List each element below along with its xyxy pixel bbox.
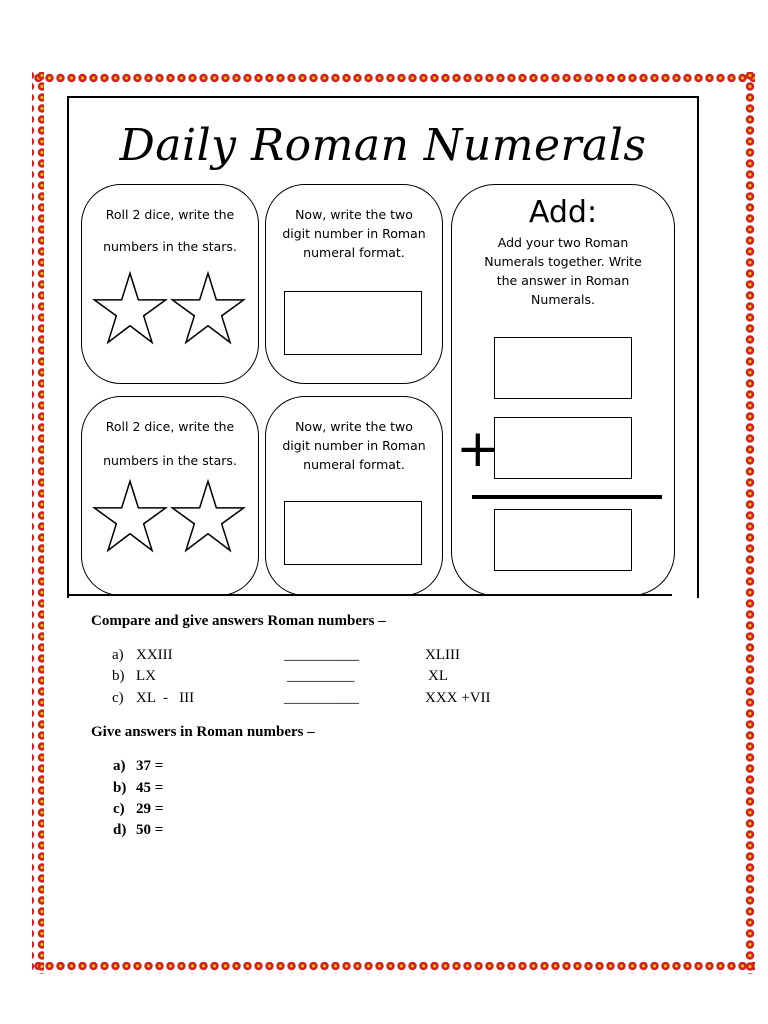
- compare-right-a: XLIII: [425, 647, 460, 663]
- add-instruction-line-4: Numerals.: [531, 292, 595, 307]
- answer-box: [284, 291, 422, 355]
- write-roman-line-3: numeral format.: [303, 457, 405, 472]
- write-roman-line-1: Now, write the two: [295, 419, 413, 434]
- worksheet-title: Daily Roman Numerals: [119, 120, 647, 171]
- write-roman-card-2: [265, 396, 443, 596]
- answer-text-a: 37 =: [136, 758, 164, 774]
- addend-box-2: [494, 417, 632, 479]
- compare-marker-c: c): [112, 690, 124, 706]
- star-icon: [92, 271, 168, 347]
- write-roman-line-3: numeral format.: [303, 245, 405, 260]
- compare-blank-b: _________: [287, 668, 355, 684]
- answer-marker-a: a): [113, 758, 126, 774]
- compare-marker-b: b): [112, 668, 125, 684]
- star-icon: [170, 271, 246, 347]
- compare-left-b: LX: [136, 668, 156, 684]
- add-instruction-line-1: Add your two Roman: [497, 235, 629, 250]
- write-roman-card-1: [265, 184, 443, 384]
- compare-right-b: XL: [428, 668, 448, 684]
- worksheet-panel: [67, 96, 699, 598]
- addend-box-1: [494, 337, 632, 399]
- compare-blank-c: __________: [284, 690, 359, 706]
- compare-blank-a: __________: [284, 647, 359, 663]
- roll-dice-card-2: [81, 396, 259, 596]
- answer-marker-d: d): [113, 822, 127, 838]
- worksheet-bottom-rule: [67, 594, 672, 596]
- write-roman-line-2: digit number in Roman: [282, 438, 426, 453]
- answer-text-b: 45 =: [136, 780, 164, 796]
- roll-dice-card-1: [81, 184, 259, 384]
- answer-text-c: 29 =: [136, 801, 164, 817]
- roll-dice-line-2: numbers in the stars.: [103, 453, 237, 468]
- write-roman-line-2: digit number in Roman: [282, 226, 426, 241]
- compare-heading: Compare and give answers Roman numbers –: [91, 613, 386, 629]
- answers-heading: Give answers in Roman numbers –: [91, 724, 315, 740]
- compare-right-c: XXX +VII: [425, 690, 491, 706]
- roll-dice-line-1: Roll 2 dice, write the: [105, 207, 235, 222]
- add-instruction-line-2: Numerals together. Write: [484, 254, 642, 269]
- add-heading: Add:: [528, 195, 598, 230]
- add-card: [451, 184, 675, 596]
- answer-marker-b: b): [113, 780, 127, 796]
- compare-left-c: XL - III: [136, 690, 195, 706]
- answer-box: [284, 501, 422, 565]
- compare-marker-a: a): [112, 647, 124, 663]
- star-icon: [170, 479, 246, 555]
- sum-box: [494, 509, 632, 571]
- write-roman-line-1: Now, write the two: [295, 207, 413, 222]
- add-instruction-line-3: the answer in Roman: [496, 273, 630, 288]
- star-icon: [92, 479, 168, 555]
- roll-dice-line-2: numbers in the stars.: [103, 239, 237, 254]
- roll-dice-line-1: Roll 2 dice, write the: [105, 419, 235, 434]
- answer-marker-c: c): [113, 801, 125, 817]
- compare-left-a: XXIII: [136, 647, 173, 663]
- answer-text-d: 50 =: [136, 822, 164, 838]
- plus-sign: +: [456, 419, 500, 479]
- sum-line: [472, 495, 662, 499]
